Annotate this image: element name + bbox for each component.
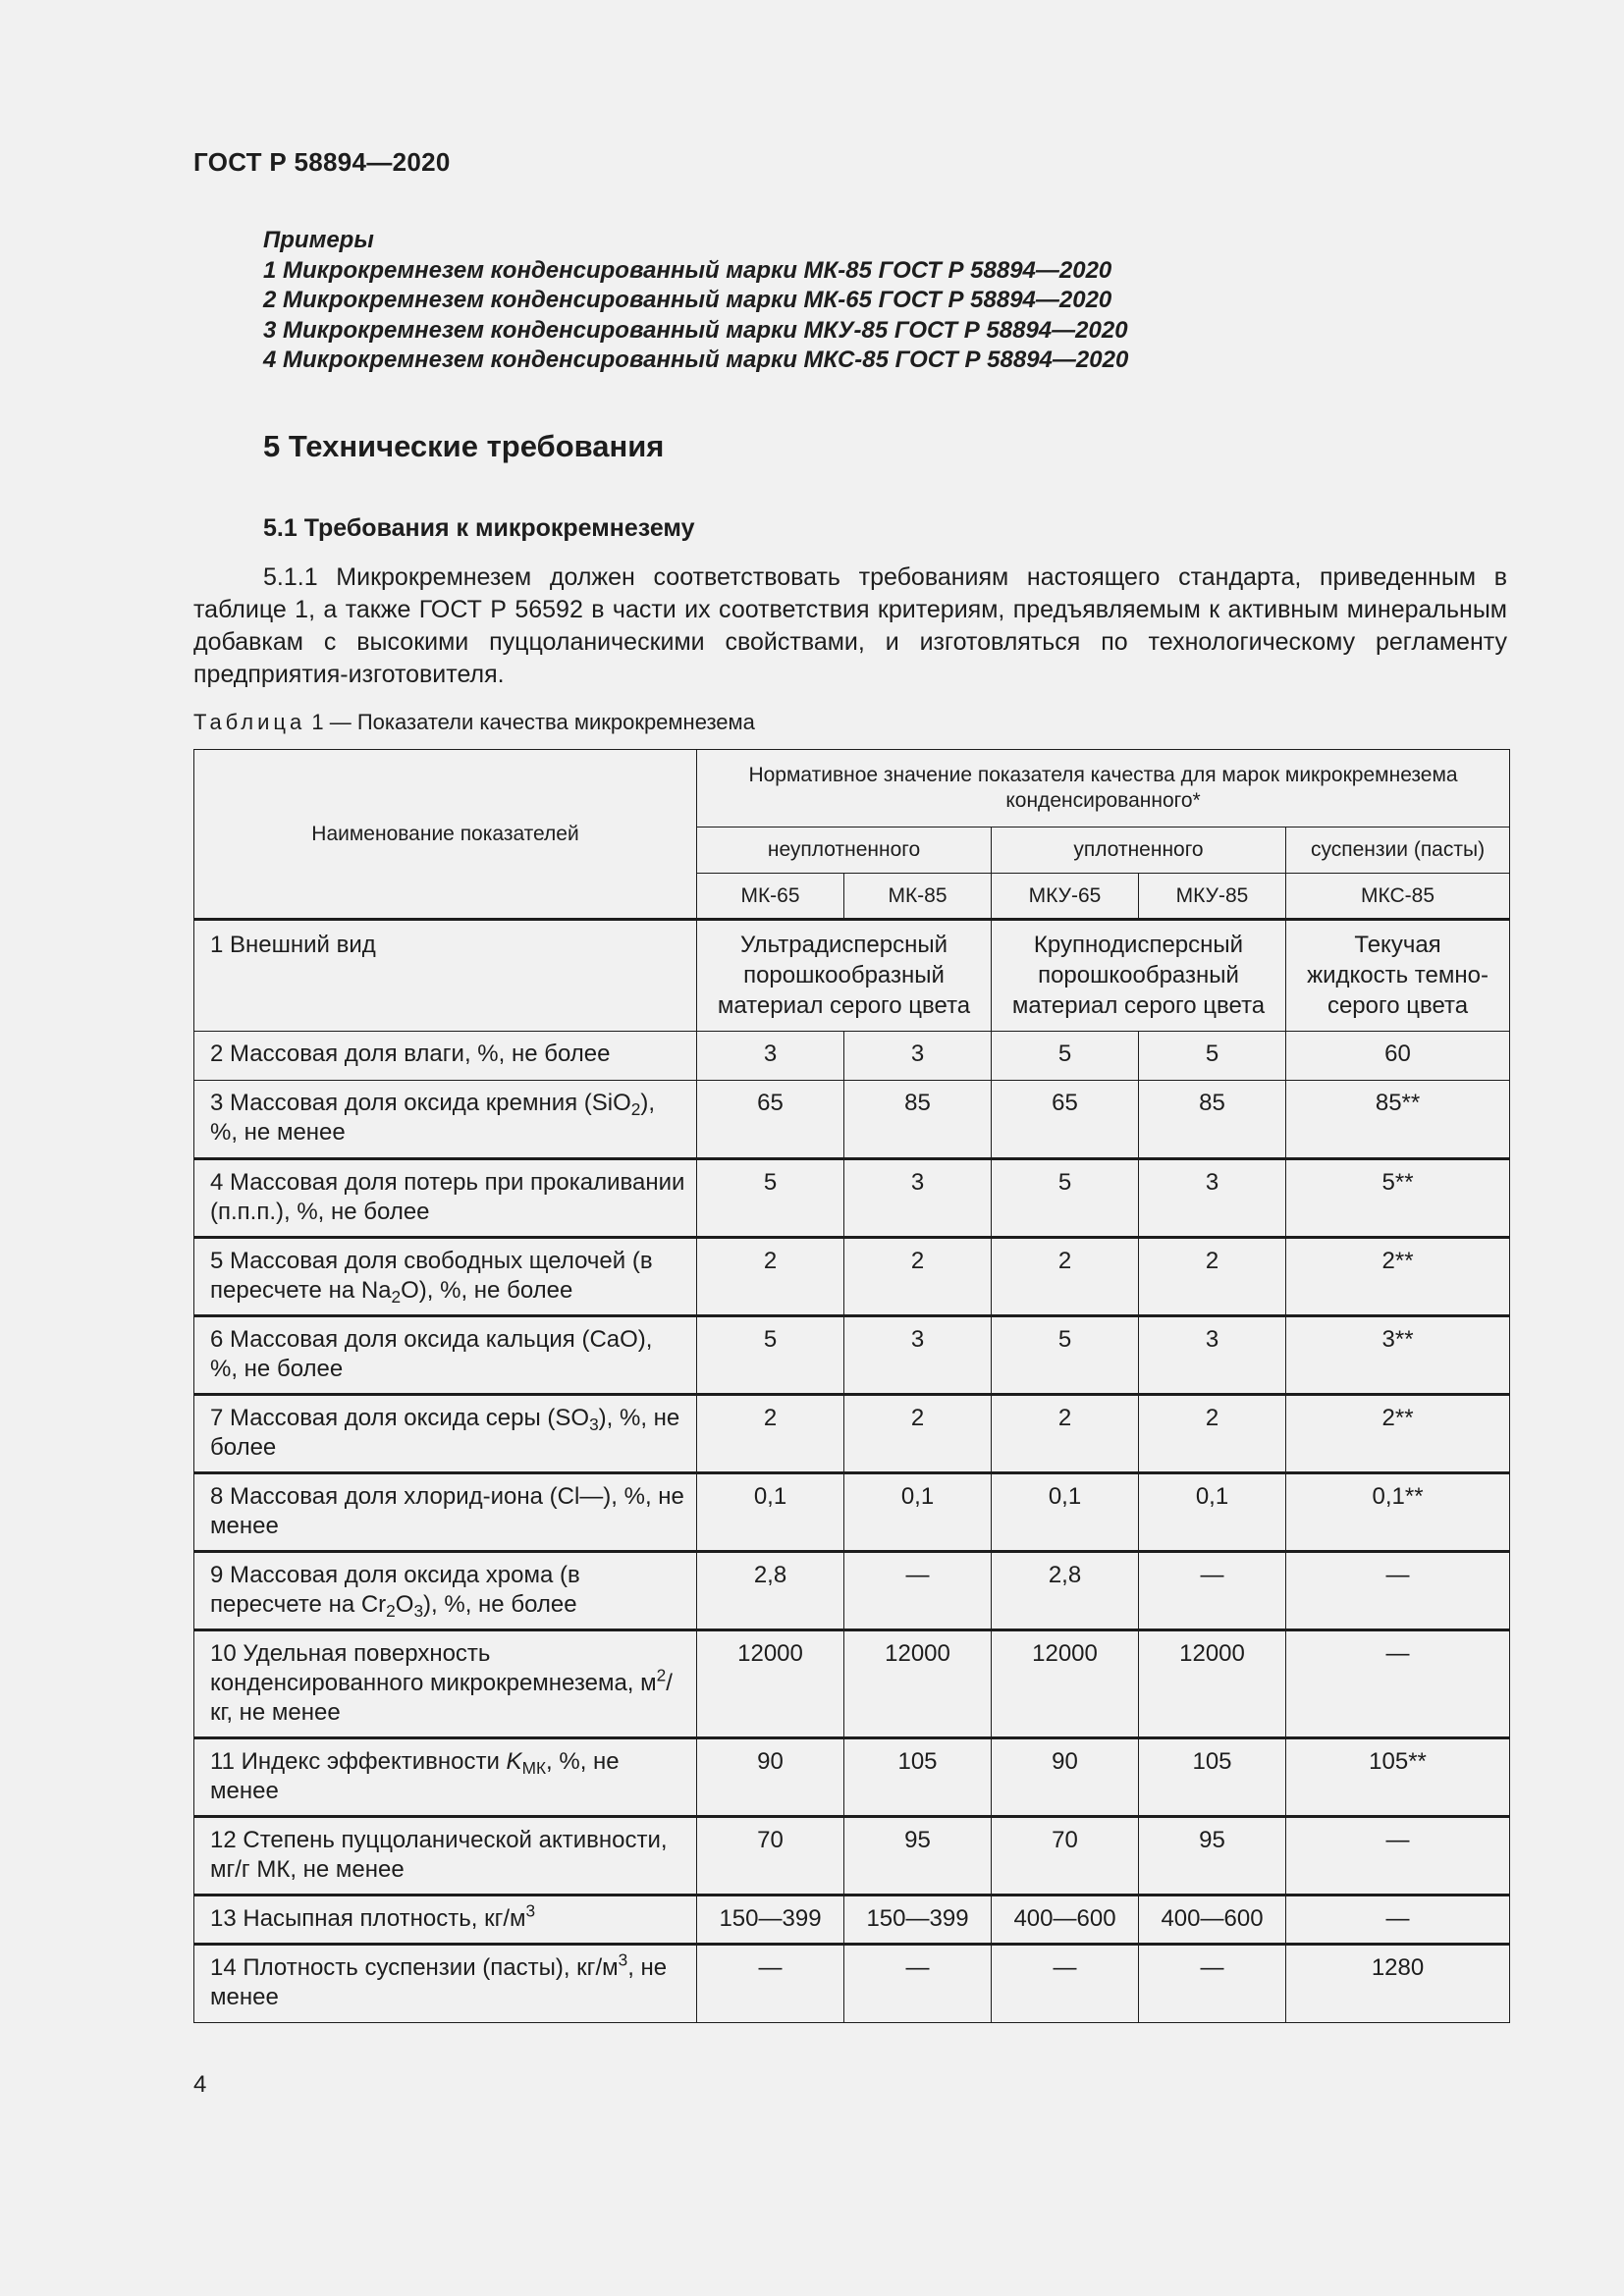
quality-indicators-table bbox=[193, 749, 1510, 2023]
cell-value: 400—600 bbox=[1139, 1896, 1286, 1945]
table-row bbox=[194, 1473, 1510, 1552]
header-grade: МКУ-65 bbox=[992, 874, 1139, 920]
cell-value: Ультрадисперсный порошкообразный материал серого цвета bbox=[697, 920, 992, 1032]
table-row bbox=[194, 1817, 1510, 1896]
table-row bbox=[194, 1032, 1510, 1081]
cell-value: 0,1 bbox=[1139, 1473, 1286, 1552]
requirements-paragraph bbox=[193, 561, 1507, 691]
cell-value: — bbox=[1286, 1552, 1510, 1630]
examples-title: Примеры bbox=[263, 227, 374, 253]
header-group-suspension: суспензии (пасты) bbox=[1286, 828, 1510, 874]
table-row bbox=[194, 1081, 1510, 1159]
cell-value: 2 bbox=[844, 1395, 992, 1473]
cell-value: 70 bbox=[992, 1817, 1139, 1896]
cell-value: 2 bbox=[992, 1395, 1139, 1473]
cell-value: Текучая жидкость темно-серого цвета bbox=[1286, 920, 1510, 1032]
cell-value: — bbox=[844, 1552, 992, 1630]
cell-value: 3** bbox=[1286, 1316, 1510, 1395]
header-grade: МК-65 bbox=[697, 874, 844, 920]
example-item: 4 Микрокремнезем конденсированный марки МКС-85 ГОСТ Р 58894—2020 bbox=[263, 347, 1129, 373]
document-code-header: ГОСТ Р 58894—2020 bbox=[193, 147, 451, 177]
header-grade: МКУ-85 bbox=[1139, 874, 1286, 920]
row-name: 1 Внешний вид bbox=[194, 920, 697, 1032]
example-item: 2 Микрокремнезем конденсированный марки МК-65 ГОСТ Р 58894—2020 bbox=[263, 287, 1112, 313]
row-name: 14 Плотность суспензии (пасты), $кг/м^3$, не менее bbox=[194, 1945, 697, 2023]
page-number: 4 bbox=[193, 2071, 207, 2098]
cell-value: 5 bbox=[1139, 1032, 1286, 1081]
table-row bbox=[194, 1738, 1510, 1817]
cell-value: 5 bbox=[697, 1316, 844, 1395]
cell-value: 3 bbox=[1139, 1159, 1286, 1238]
row-name: 5 Массовая доля свободных щелочей (в пересчете на $Na_2O$), %, не более bbox=[194, 1238, 697, 1316]
table-row bbox=[194, 1945, 1510, 2023]
row-name: 7 Массовая доля оксида серы $(SO_3)$, %, не более bbox=[194, 1395, 697, 1473]
row-name: 9 Массовая доля оксида хрома (в пересчете на $Cr_2O_3$), %, не более bbox=[194, 1552, 697, 1630]
cell-value: 5** bbox=[1286, 1159, 1510, 1238]
cell-value: 2** bbox=[1286, 1395, 1510, 1473]
table-caption bbox=[193, 710, 755, 735]
cell-value: — bbox=[1286, 1630, 1510, 1738]
cell-value: — bbox=[697, 1945, 844, 2023]
cell-value: 85 bbox=[844, 1081, 992, 1159]
section-title: 5 Технические требования bbox=[263, 429, 665, 463]
cell-value: Крупнодисперсный порошкообразный материал серого цвета bbox=[992, 920, 1286, 1032]
cell-value: 2** bbox=[1286, 1238, 1510, 1316]
cell-value: 2 bbox=[992, 1238, 1139, 1316]
examples-block bbox=[263, 226, 1128, 376]
cell-value: 12000 bbox=[697, 1630, 844, 1738]
cell-value: 2 bbox=[1139, 1238, 1286, 1316]
cell-value: 3 bbox=[844, 1032, 992, 1081]
cell-value: 3 bbox=[844, 1316, 992, 1395]
table-caption-label: Таблица bbox=[193, 710, 306, 734]
cell-value: 12000 bbox=[844, 1630, 992, 1738]
cell-value: 2,8 bbox=[697, 1552, 844, 1630]
paragraph-text: 5.1.1 Микрокремнезем должен соответствовать требованиям настоящего стандарта, приведенным в таблице 1, а также ГОСТ Р 56592 в части их соответствия критериям, предъявляемым к активным минеральным добавкам с высокими пуццоланическими свойствами, и изготовляться по технологическому регламенту предприятия-изготовителя. bbox=[193, 563, 1507, 688]
cell-value: 90 bbox=[697, 1738, 844, 1817]
cell-value: 0,1 bbox=[992, 1473, 1139, 1552]
row-name: 13 Насыпная плотность, $кг/м^3$ bbox=[194, 1896, 697, 1945]
cell-value: 5 bbox=[992, 1316, 1139, 1395]
header-group-title: Нормативное значение показателя качества для марок микрокремнезема конденсированного* bbox=[697, 750, 1510, 828]
cell-value: 0,1 bbox=[844, 1473, 992, 1552]
header-name-column: Наименование показателей bbox=[194, 750, 697, 920]
table-row bbox=[194, 1896, 1510, 1945]
table-caption-text: 1 — Показатели качества микрокремнезема bbox=[305, 710, 755, 734]
cell-value: 95 bbox=[844, 1817, 992, 1896]
cell-value: 90 bbox=[992, 1738, 1139, 1817]
table-row bbox=[194, 1238, 1510, 1316]
cell-value: 105** bbox=[1286, 1738, 1510, 1817]
cell-value: 3 bbox=[1139, 1316, 1286, 1395]
header-grade: МК-85 bbox=[844, 874, 992, 920]
cell-value: 150—399 bbox=[844, 1896, 992, 1945]
row-name: 3 Массовая доля оксида кремния (SiO$_2$), %, не менее bbox=[194, 1081, 697, 1159]
row-name: 12 Степень пуццоланической активности, мг/г МК, не менее bbox=[194, 1817, 697, 1896]
cell-value: 3 bbox=[844, 1159, 992, 1238]
cell-value: 2 bbox=[697, 1238, 844, 1316]
header-grade: МКС-85 bbox=[1286, 874, 1510, 920]
cell-value: 95 bbox=[1139, 1817, 1286, 1896]
subsection-title: 5.1 Требования к микрокремнезему bbox=[263, 514, 695, 542]
row-name: 2 Массовая доля влаги, %, не более bbox=[194, 1032, 697, 1081]
cell-value: — bbox=[1286, 1896, 1510, 1945]
table-row bbox=[194, 1316, 1510, 1395]
cell-value: 5 bbox=[992, 1032, 1139, 1081]
cell-value: 5 bbox=[992, 1159, 1139, 1238]
cell-value: 0,1 bbox=[697, 1473, 844, 1552]
cell-value: 65 bbox=[992, 1081, 1139, 1159]
cell-value: 65 bbox=[697, 1081, 844, 1159]
row-name: 10 Удельная поверхность конденсированного микрокремнезема, $м^2/кг$, не менее bbox=[194, 1630, 697, 1738]
cell-value: 2 bbox=[697, 1395, 844, 1473]
cell-value: 105 bbox=[1139, 1738, 1286, 1817]
header-group-uncompacted: неуплотненного bbox=[697, 828, 992, 874]
table-row bbox=[194, 1159, 1510, 1238]
row-name: 11 Индекс эффективности $K_{МК}$, %, не менее bbox=[194, 1738, 697, 1817]
table-row bbox=[194, 1630, 1510, 1738]
cell-value: 85** bbox=[1286, 1081, 1510, 1159]
cell-value: — bbox=[1139, 1945, 1286, 2023]
cell-value: — bbox=[1139, 1552, 1286, 1630]
cell-value: — bbox=[992, 1945, 1139, 2023]
cell-value: 400—600 bbox=[992, 1896, 1139, 1945]
cell-value: 5 bbox=[697, 1159, 844, 1238]
table-row bbox=[194, 1552, 1510, 1630]
table-row bbox=[194, 1395, 1510, 1473]
cell-value: 105 bbox=[844, 1738, 992, 1817]
header-group-compacted: уплотненного bbox=[992, 828, 1286, 874]
cell-value: 2,8 bbox=[992, 1552, 1139, 1630]
row-name: 8 Массовая доля хлорид-иона (Cl—), %, не менее bbox=[194, 1473, 697, 1552]
cell-value: 1280 bbox=[1286, 1945, 1510, 2023]
cell-value: — bbox=[1286, 1817, 1510, 1896]
row-name: 4 Массовая доля потерь при прокаливании (п.п.п.), %, не более bbox=[194, 1159, 697, 1238]
cell-value: 2 bbox=[844, 1238, 992, 1316]
example-item: 1 Микрокремнезем конденсированный марки МК-85 ГОСТ Р 58894—2020 bbox=[263, 256, 1112, 284]
table-row bbox=[194, 920, 1510, 1032]
cell-value: 3 bbox=[697, 1032, 844, 1081]
cell-value: 0,1** bbox=[1286, 1473, 1510, 1552]
cell-value: 60 bbox=[1286, 1032, 1510, 1081]
example-item: 3 Микрокремнезем конденсированный марки МКУ-85 ГОСТ Р 58894—2020 bbox=[263, 316, 1128, 344]
cell-value: 85 bbox=[1139, 1081, 1286, 1159]
cell-value: 70 bbox=[697, 1817, 844, 1896]
row-name: 6 Массовая доля оксида кальция (CaO), %, не более bbox=[194, 1316, 697, 1395]
cell-value: 12000 bbox=[992, 1630, 1139, 1738]
cell-value: — bbox=[844, 1945, 992, 2023]
cell-value: 12000 bbox=[1139, 1630, 1286, 1738]
cell-value: 150—399 bbox=[697, 1896, 844, 1945]
cell-value: 2 bbox=[1139, 1395, 1286, 1473]
